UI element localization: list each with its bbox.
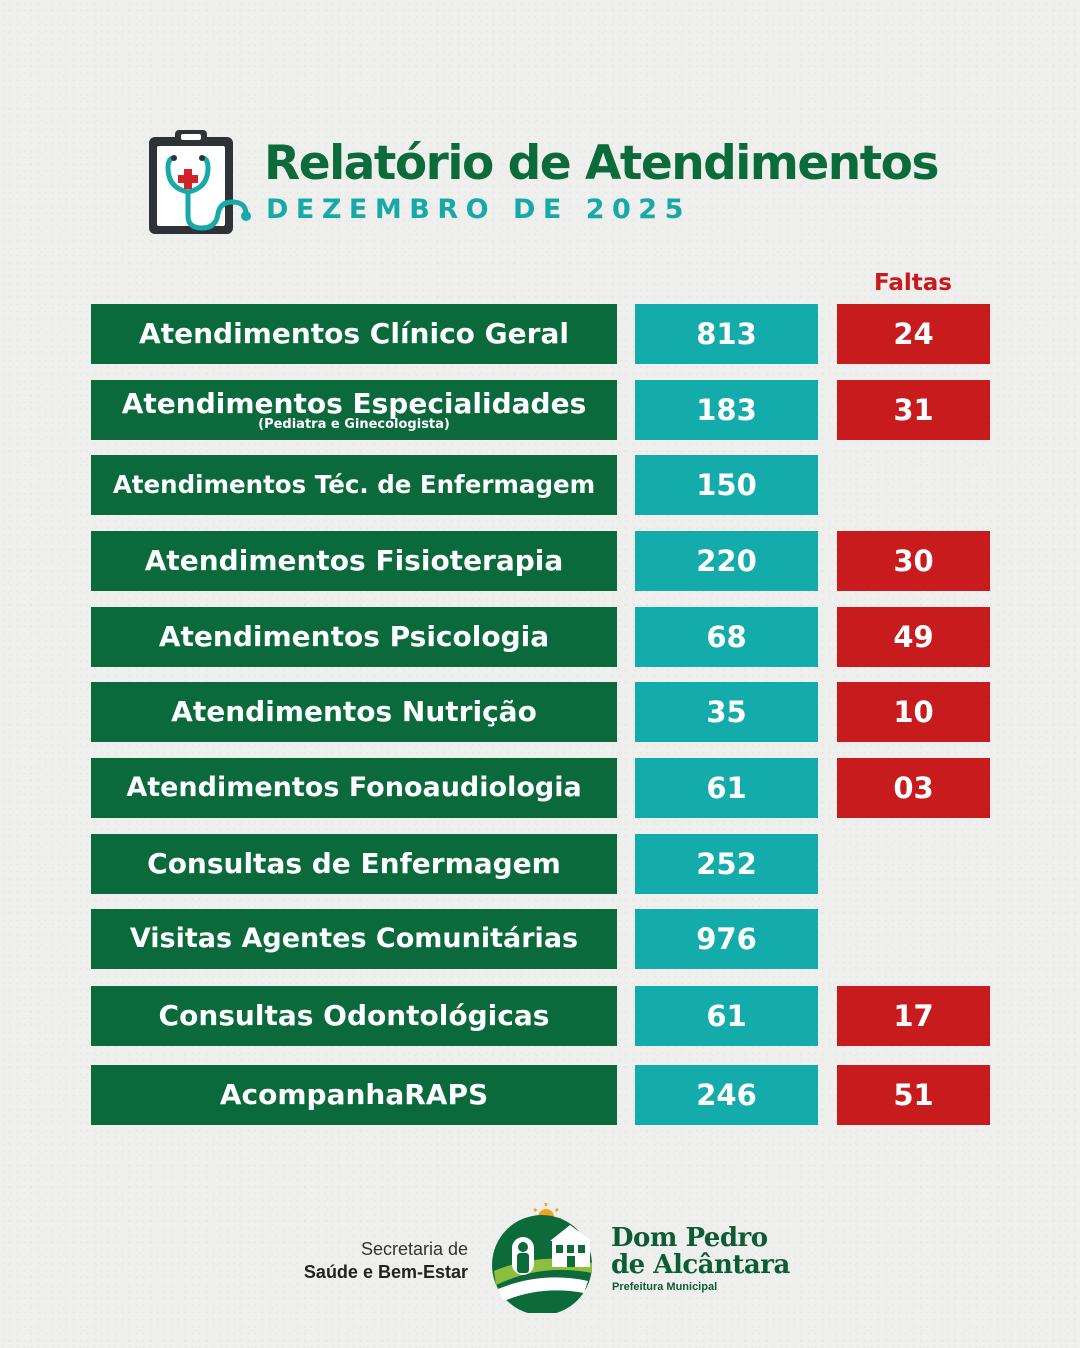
table-row bbox=[0, 986, 1080, 1046]
secretaria-line1: Secretaria de bbox=[360, 1239, 468, 1259]
row-faltas: 49 bbox=[837, 607, 990, 667]
table-row bbox=[0, 682, 1080, 742]
row-label-cell bbox=[91, 986, 617, 1046]
row-faltas: 31 bbox=[837, 380, 990, 440]
row-label: Atendimentos Téc. de Enfermagem bbox=[112, 470, 596, 499]
row-label-cell bbox=[91, 834, 617, 894]
row-label: Atendimentos Nutrição bbox=[171, 695, 537, 728]
table-row bbox=[0, 380, 1080, 440]
row-label-cell bbox=[91, 607, 617, 667]
secretaria-line2: Saúde e Bem-Estar bbox=[303, 1262, 468, 1282]
clipboard-stethoscope-icon bbox=[146, 128, 256, 240]
row-label-cell bbox=[91, 531, 617, 591]
row-faltas: 30 bbox=[837, 531, 990, 591]
row-value: 813 bbox=[635, 304, 818, 364]
footer bbox=[0, 1195, 1080, 1315]
row-label: Atendimentos Psicologia bbox=[158, 620, 550, 653]
row-value: 150 bbox=[635, 455, 818, 515]
row-faltas: 10 bbox=[837, 682, 990, 742]
row-faltas: 17 bbox=[837, 986, 990, 1046]
row-label-cell bbox=[91, 455, 617, 515]
page-title: Relatório de Atendimentos bbox=[264, 136, 938, 191]
row-faltas: 03 bbox=[837, 758, 990, 818]
row-label: AcompanhaRAPS bbox=[219, 1078, 489, 1111]
row-value: 35 bbox=[635, 682, 818, 742]
row-value: 246 bbox=[635, 1065, 818, 1125]
row-label: Visitas Agentes Comunitárias bbox=[129, 923, 579, 954]
row-label-cell bbox=[91, 1065, 617, 1125]
row-label-cell bbox=[91, 380, 617, 440]
row-label-cell bbox=[91, 909, 617, 969]
row-value: 252 bbox=[635, 834, 818, 894]
row-label: Consultas de Enfermagem bbox=[147, 847, 561, 880]
row-value: 61 bbox=[635, 986, 818, 1046]
city-name-line2: de Alcântara bbox=[611, 1250, 790, 1280]
row-faltas: 51 bbox=[837, 1065, 990, 1125]
table-row bbox=[0, 834, 1080, 894]
row-label-cell bbox=[91, 682, 617, 742]
city-subtitle: Prefeitura Municipal bbox=[612, 1281, 718, 1293]
row-value: 68 bbox=[635, 607, 818, 667]
row-label-cell bbox=[91, 304, 617, 364]
row-value: 976 bbox=[635, 909, 818, 969]
table-row bbox=[0, 909, 1080, 969]
table-row bbox=[0, 455, 1080, 515]
row-label-note: (Pediatra e Ginecologista) bbox=[258, 417, 450, 432]
row-label: Consultas Odontológicas bbox=[158, 999, 550, 1032]
table-row bbox=[0, 758, 1080, 818]
city-name-line1: Dom Pedro bbox=[611, 1223, 768, 1253]
row-label-cell bbox=[91, 758, 617, 818]
report-header bbox=[146, 128, 966, 243]
row-label: Atendimentos Fonoaudiologia bbox=[126, 772, 582, 803]
page-subtitle: DEZEMBRO DE 2025 bbox=[266, 194, 691, 225]
table-row bbox=[0, 1065, 1080, 1125]
faltas-column-header: Faltas bbox=[874, 270, 952, 296]
row-value: 220 bbox=[635, 531, 818, 591]
row-label: Atendimentos Clínico Geral bbox=[139, 317, 569, 350]
table-row bbox=[0, 304, 1080, 364]
row-label: Atendimentos Fisioterapia bbox=[144, 544, 564, 577]
row-value: 61 bbox=[635, 758, 818, 818]
row-label: Atendimentos Especialidades bbox=[121, 387, 587, 420]
row-value: 183 bbox=[635, 380, 818, 440]
municipal-logo-icon bbox=[490, 1201, 602, 1313]
table-row bbox=[0, 607, 1080, 667]
table-row bbox=[0, 531, 1080, 591]
row-faltas: 24 bbox=[837, 304, 990, 364]
